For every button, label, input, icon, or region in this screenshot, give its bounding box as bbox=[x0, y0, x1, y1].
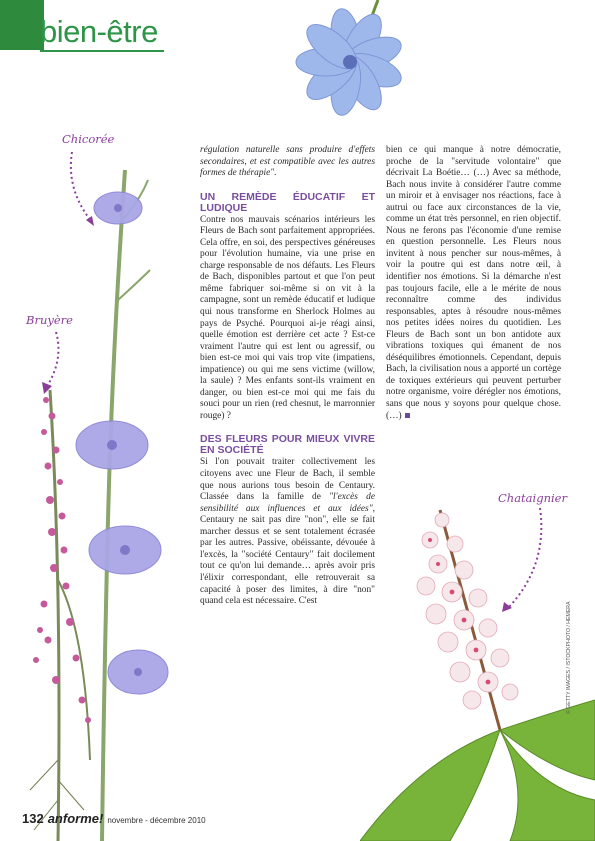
article-column-1 bbox=[200, 145, 375, 608]
magazine-name: anforme! bbox=[47, 811, 104, 826]
col1-paragraph-3-quote: "l'excès de sensibilité aux influences et aux idées" bbox=[200, 492, 375, 514]
col1-paragraph-3a: Si l'on pouvait traiter collectivement les citoyens avec une Fleur de Bach, il semble que nous aurions tous besoin de Centaury. Classée dans la famille de bbox=[200, 457, 375, 503]
rubric-title: bien-être bbox=[40, 14, 158, 49]
chicory-heather-plants-image bbox=[0, 160, 190, 841]
col2-paragraph-1-text: bien ce qui manque à notre démocratie, proche de la "servitude volontaire" que décrivait La Boétie… (…) Avec sa méthode, Bach nous invite à considérer l'autre comme un miroir et à envisager nos réactions, face à autrui ou face aux circonstances de la vie, comme un état très personnel, en rien objectif. Nous ne ferons pas l'économie d'une remise en question personnelle. Les Fleurs nous invitent à nous pencher sur nous-mêmes, à voir la poutre qui est dans notre œil, à identifier nos émotions. Si la démarche n'est pas toujours facile, elle a le mérite de nous reconnaître comme des individus responsables, aptes à résoudre nous-mêmes nos petites idées noires du quotidien. Les Fleurs de Bach sont un bon antidote aux vibrations toxiques qui émanent de nos déséquilibres émotionnels. Cependant, depuis Bach, la civilisation nous a apporté un cortège de toxiques extérieurs qui peuvent perturber notre organisme, voire dérégler nos émotions, sans que nous y soyons pour quelque chose. (…) bbox=[386, 145, 561, 421]
label-chataignier: Chataignier bbox=[498, 491, 567, 505]
col2-paragraph-1 bbox=[386, 145, 561, 422]
issue-date: novembre - décembre 2010 bbox=[107, 816, 206, 825]
rubric-tab bbox=[0, 0, 44, 50]
page-number: 132 bbox=[22, 811, 44, 826]
photo-credit: © GETTY IMAGES / ISTOCKPHOTO / HEMERA bbox=[566, 601, 572, 714]
end-of-article-icon bbox=[405, 413, 410, 418]
chicory-flower-image bbox=[270, 0, 430, 128]
article-column-2 bbox=[386, 145, 561, 422]
heading-remede-educatif: UN REMÈDE ÉDUCATIF ET LUDIQUE bbox=[200, 190, 375, 214]
rubric-underline bbox=[40, 50, 164, 52]
chestnut-blossom-image bbox=[360, 500, 595, 841]
col1-paragraph-3c: , Centaury ne sait pas dire "non", elle se fait marcher dessus et se sent totalement écrasée par les autres. Passive, obéissante, dévouée à l'excès, la "société Centaury" fait docilement tout ce qu'on lui demande… après avoir pris l'élixir correspondant, elle retrouverait sa capacité à poser des limites, à dire "non" quand cela est nécessaire. C'est bbox=[200, 503, 375, 607]
label-chicoree: Chicorée bbox=[62, 132, 115, 146]
col1-paragraph-2: Contre nos mauvais scénarios intérieurs les Fleurs de Bach sont parfaitement appropriées. Cela offre, en soi, des perspectives généreuses pour l'évolution humaine, via une prise en charge responsable de nos défauts. Les Fleurs de Bach, disponibles partout et que l'on peut même fabriquer soi-même si on vit à la campagne, sont un remède éducatif et ludique qui nous transforme en Sherlock Holmes au pays de Psyché. Pourquoi ai-je réagi ainsi, quelle émotion est derrière cet acte ? Est-ce vraiment l'autre qui est lent ou agressif, ou bien est-ce moi qui vais trop vite (impatiens, impatience) ou qui me sens victime (willow, la saule) ? Mes enfants sont-ils vraiment en danger, ou bien est-ce moi qui me fais du souci pour un rien (red chesnut, le marronnier rouge) ? bbox=[200, 214, 375, 421]
heading-fleurs-societe: DES FLEURS POUR MIEUX VIVRE EN SOCIÉTÉ bbox=[200, 433, 375, 457]
col1-paragraph-3 bbox=[200, 457, 375, 607]
col1-paragraph-1: régulation naturelle sans produire d'effets secondaires, et est compatible avec les autres formes de thérapie". bbox=[200, 145, 375, 179]
page-footer bbox=[22, 810, 206, 828]
label-bruyere: Bruyère bbox=[26, 313, 73, 327]
